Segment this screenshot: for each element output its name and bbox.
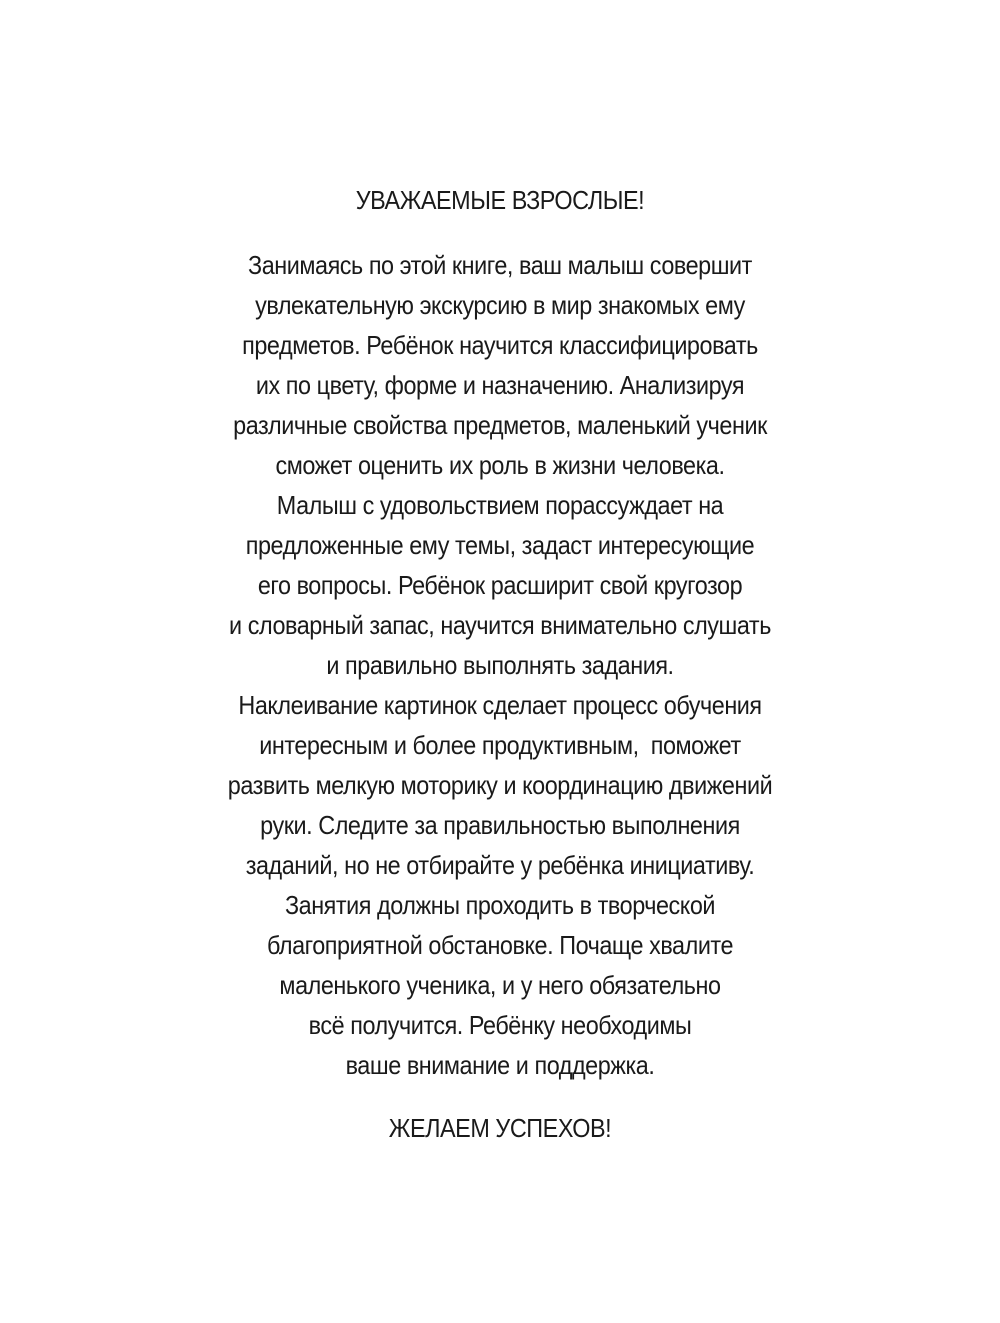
body-line: руки. Следите за правильностью выполнения <box>260 810 740 840</box>
body-line: и правильно выполнять задания. <box>326 650 674 680</box>
body-line: развить мелкую моторику и координацию движений <box>227 770 773 800</box>
closing-text: ЖЕЛАЕМ УСПЕХОВ! <box>388 1113 612 1143</box>
body-line: Наклеивание картинок сделает процесс обучения <box>238 690 762 720</box>
body-line: Занятия должны проходить в творческой <box>284 890 716 920</box>
body-line: Занимаясь по этой книге, ваш малыш совершит <box>248 250 752 280</box>
body-line: заданий, но не отбирайте у ребёнка инициативу. <box>245 850 755 880</box>
body-line: увлекательную экскурсию в мир знакомых ему <box>255 290 745 320</box>
body-line: сможет оценить их роль в жизни человека. <box>275 450 725 480</box>
body-line: ваше внимание и поддержка. <box>345 1050 655 1080</box>
body-line: интересным и более продуктивным, поможет <box>259 730 741 760</box>
body-line: Малыш с удовольствием порассуждает на <box>276 490 724 520</box>
page-title: УВАЖАЕМЫЕ ВЗРОСЛЫЕ! <box>355 185 645 215</box>
body-line: всё получится. Ребёнку необходимы <box>308 1010 692 1040</box>
body-line: маленького ученика, и у него обязательно <box>279 970 721 1000</box>
body-line: благоприятной обстановке. Почаще хвалите <box>266 930 734 960</box>
body-line: их по цвету, форме и назначению. Анализируя <box>255 370 745 400</box>
body-line: предметов. Ребёнок научится классифицировать <box>242 330 758 360</box>
body-line: различные свойства предметов, маленький ученик <box>233 410 767 440</box>
body-line: его вопросы. Ребёнок расширит свой кругозор <box>257 570 743 600</box>
body-line: предложенные ему темы, задаст интересующие <box>245 530 755 560</box>
body-line: и словарный запас, научится внимательно слушать <box>229 610 771 640</box>
body-text <box>0 245 1000 1085</box>
